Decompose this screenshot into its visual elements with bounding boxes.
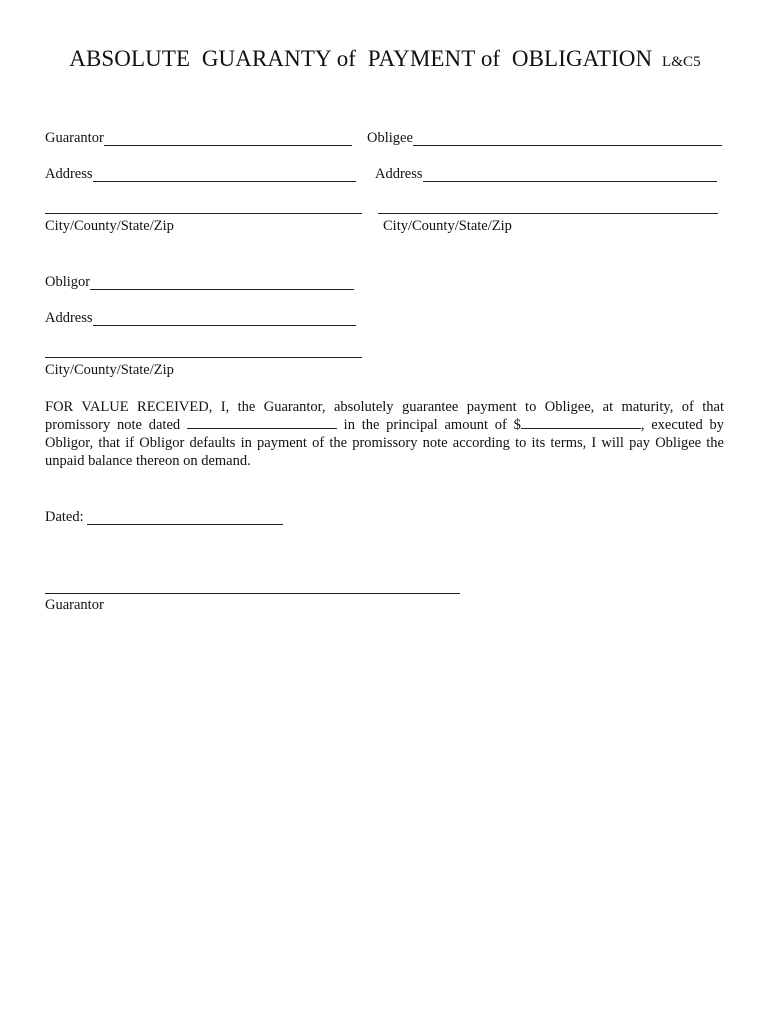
guarantor-address-blank[interactable] <box>93 167 356 182</box>
guarantor-city-line[interactable] <box>45 213 362 214</box>
obligor-label: Obligor <box>45 274 91 290</box>
title-text: ABSOLUTE GUARANTY of PAYMENT of OBLIGATION <box>69 46 653 71</box>
obligor-city-line[interactable] <box>45 357 362 358</box>
dated-field[interactable] <box>45 507 283 525</box>
obligor-address-field[interactable] <box>45 308 356 326</box>
guarantor-label: Guarantor <box>45 130 104 146</box>
guarantor-signature-line[interactable] <box>45 593 460 594</box>
body-part3: , executed by Obligor, that if Obligor defaults in payment of the promissory note according to its terms, I will pay Obligee the unpaid balance thereon on demand. <box>45 417 724 469</box>
obligee-city-caption: City/County/State/Zip <box>383 218 512 234</box>
dated-blank[interactable] <box>87 510 283 525</box>
body-part1: FOR VALUE RECEIVED, I, the Guarantor, absolutely guarantee payment to Obligee, at maturity, of that promissory note dated <box>45 399 724 433</box>
guaranty-paragraph <box>45 398 724 470</box>
obligor-address-label: Address <box>45 310 93 326</box>
obligee-address-blank[interactable] <box>423 167 717 182</box>
guarantor-name-field[interactable] <box>45 128 352 146</box>
principal-amount-blank[interactable] <box>521 416 641 429</box>
guarantor-address-label: Address <box>45 166 93 182</box>
obligor-name-field[interactable] <box>45 272 354 290</box>
guarantor-city-caption: City/County/State/Zip <box>45 218 174 234</box>
obligee-address-field[interactable] <box>375 164 717 182</box>
obligor-name-blank[interactable] <box>90 275 354 290</box>
obligor-city-caption: City/County/State/Zip <box>45 362 174 378</box>
guarantor-address-field[interactable] <box>45 164 356 182</box>
form-code: L&C5 <box>662 54 701 70</box>
guarantor-name-blank[interactable] <box>104 131 352 146</box>
body-part2: in the principal amount of $ <box>336 417 521 433</box>
obligee-label: Obligee <box>367 130 413 146</box>
obligee-city-line[interactable] <box>378 213 718 214</box>
document-title <box>0 46 770 72</box>
note-date-blank[interactable] <box>187 416 337 429</box>
dated-label: Dated: <box>45 509 88 525</box>
obligee-address-label: Address <box>375 166 423 182</box>
signature-caption: Guarantor <box>45 597 104 613</box>
obligee-name-blank[interactable] <box>413 131 722 146</box>
obligor-address-blank[interactable] <box>93 311 356 326</box>
obligee-name-field[interactable] <box>367 128 722 146</box>
